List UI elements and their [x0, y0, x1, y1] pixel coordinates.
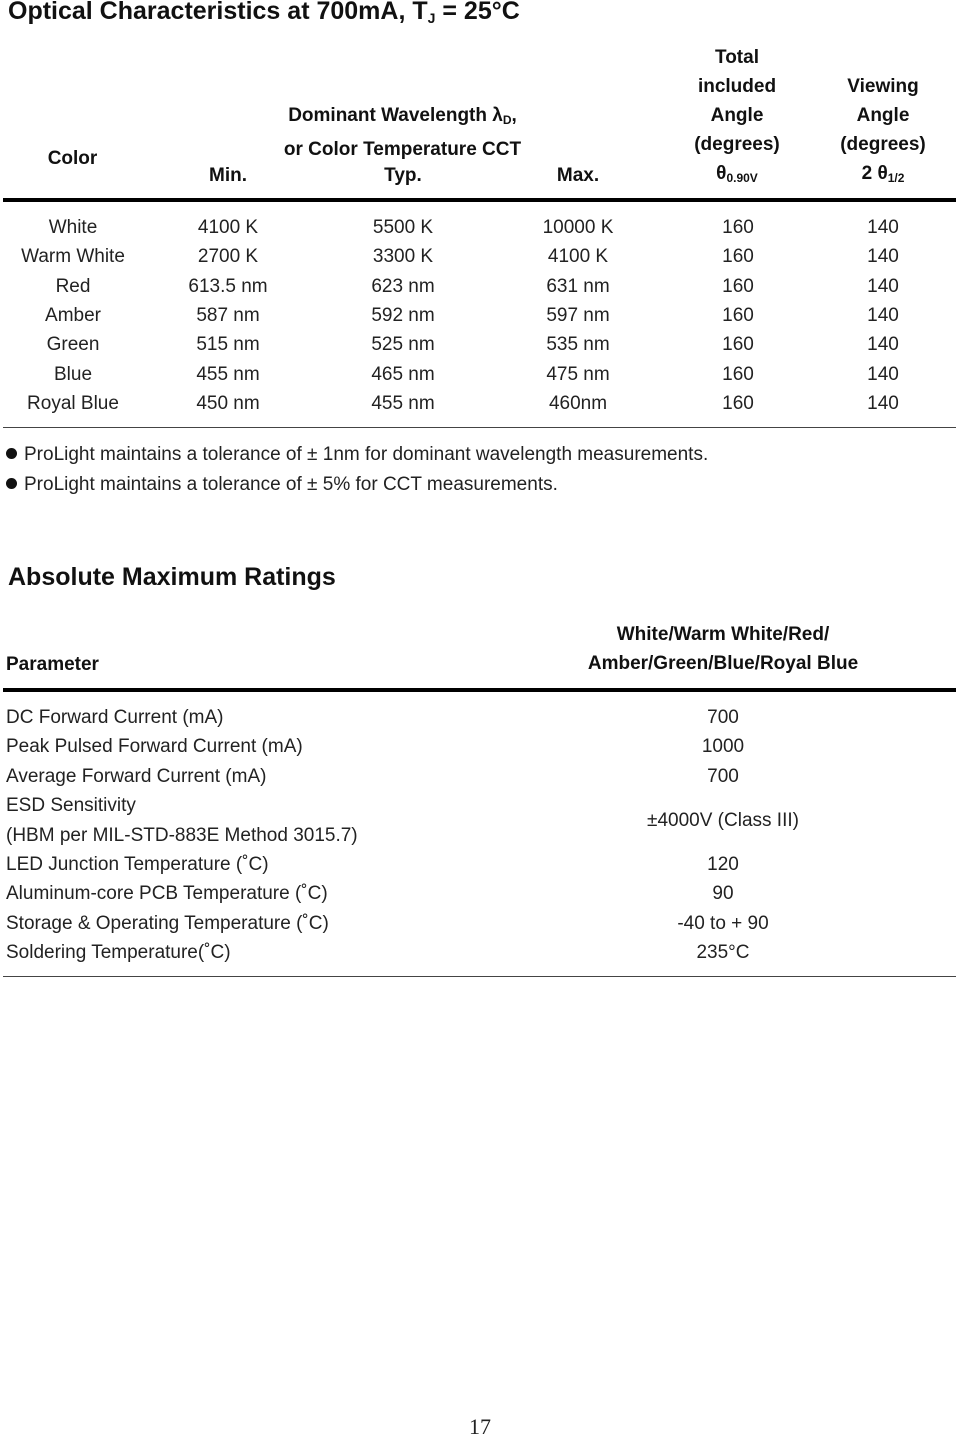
cell-max: 535 nm	[546, 334, 610, 356]
optical-bottom-rule	[3, 427, 956, 428]
cell-total: 160	[722, 304, 754, 326]
cell-min: 450 nm	[196, 392, 260, 414]
header-viewing-angle: Viewing Angle (degrees) 2 $\theta_{1/2}$	[840, 76, 926, 185]
header-min: Min.	[209, 165, 247, 186]
cell-total: 160	[722, 392, 754, 414]
cell-parameter: Storage & Operating Temperature (˚C)	[6, 912, 329, 934]
header-color: Color	[47, 148, 98, 169]
bullet-icon	[6, 478, 17, 489]
cell-total: 160	[722, 246, 754, 268]
cell-viewing: 140	[867, 246, 899, 268]
cell-min: 4100 K	[197, 217, 259, 238]
header-max: Max.	[556, 165, 600, 186]
ratings-title: Absolute Maximum Ratings	[8, 563, 336, 591]
cell-parameter: (HBM per MIL-STD-883E Method 3015.7)	[6, 824, 358, 846]
cell-color: White	[48, 217, 98, 238]
cell-typ: 455 nm	[371, 392, 435, 414]
cell-color: Royal Blue	[27, 392, 119, 414]
cell-parameter: Soldering Temperature(˚C)	[6, 942, 231, 964]
cell-total: 160	[722, 334, 754, 356]
cell-value: 120	[707, 854, 739, 875]
cell-viewing: 140	[867, 363, 899, 385]
cell-color: Green	[46, 334, 100, 356]
cell-max: 475 nm	[546, 363, 610, 385]
cell-max: 460nm	[548, 392, 608, 414]
cell-color: Blue	[53, 363, 93, 385]
cell-parameter: LED Junction Temperature (˚C)	[6, 854, 269, 875]
cell-total: 160	[722, 217, 754, 238]
note-cct-tolerance: ProLight maintains a tolerance of ± 5% for CCT measurements.	[6, 470, 558, 500]
cell-viewing: 140	[867, 334, 899, 356]
cell-value: 1000	[701, 736, 745, 758]
header-total-included-angle: Total included Angle (degrees) $\theta_{0.90V}$	[694, 47, 780, 185]
cell-min: 455 nm	[196, 363, 260, 385]
cell-parameter: DC Forward Current (mA)	[6, 707, 224, 728]
cell-typ: 3300 K	[372, 246, 434, 268]
ratings-header-rule	[3, 688, 956, 692]
cell-value: 700	[707, 765, 739, 787]
cell-min: 587 nm	[196, 304, 260, 326]
bullet-icon	[6, 448, 17, 459]
cell-parameter: ESD Sensitivity	[6, 795, 136, 817]
header-value-colors: White/Warm White/Red/ Amber/Green/Blue/Royal Blue	[587, 624, 859, 674]
cell-max: 10000 K	[542, 217, 614, 238]
cell-color: Warm White	[21, 246, 125, 268]
cell-parameter: Peak Pulsed Forward Current (mA)	[6, 736, 303, 758]
header-dominant-wavelength: Dominant Wavelength $\lambda_D$, or Color Temperature CCT	[283, 105, 522, 160]
cell-total: 160	[722, 363, 754, 385]
optical-header-rule	[3, 198, 956, 202]
cell-value: 90	[712, 883, 734, 905]
header-parameter: Parameter	[6, 654, 99, 675]
cell-typ: 525 nm	[371, 334, 435, 356]
header-typ: Typ.	[384, 165, 422, 186]
cell-value: 235°C	[696, 942, 750, 964]
cell-viewing: 140	[867, 217, 899, 238]
cell-value: -40 to + 90	[677, 912, 769, 934]
cell-typ: 623 nm	[371, 275, 435, 297]
note-wavelength-tolerance: ProLight maintains a tolerance of ± 1nm for dominant wavelength measurements.	[6, 440, 708, 470]
page-number: 17	[469, 1414, 491, 1439]
cell-typ: 592 nm	[371, 304, 435, 326]
ratings-bottom-rule	[3, 976, 956, 977]
cell-color: Red	[55, 275, 91, 297]
cell-parameter: Average Forward Current (mA)	[6, 765, 267, 787]
cell-viewing: 140	[867, 304, 899, 326]
cell-max: 4100 K	[547, 246, 609, 268]
cell-color: Amber	[45, 304, 101, 326]
cell-total: 160	[722, 275, 754, 297]
cell-value: 700	[707, 707, 739, 728]
cell-viewing: 140	[867, 275, 899, 297]
cell-min: 2700 K	[197, 246, 259, 268]
cell-typ: 5500 K	[372, 217, 434, 238]
optical-title: Optical Characteristics at 700mA, $T_J = 25^\circ C$	[8, 0, 520, 26]
cell-parameter: Aluminum-core PCB Temperature (˚C)	[6, 883, 328, 905]
cell-min: 515 nm	[196, 334, 260, 356]
cell-max: 597 nm	[546, 304, 610, 326]
cell-min: 613.5 nm	[188, 275, 268, 297]
cell-typ: 465 nm	[371, 363, 435, 385]
cell-max: 631 nm	[546, 275, 610, 297]
cell-viewing: 140	[867, 392, 899, 414]
cell-value: ±4000V (Class III)	[647, 809, 799, 831]
